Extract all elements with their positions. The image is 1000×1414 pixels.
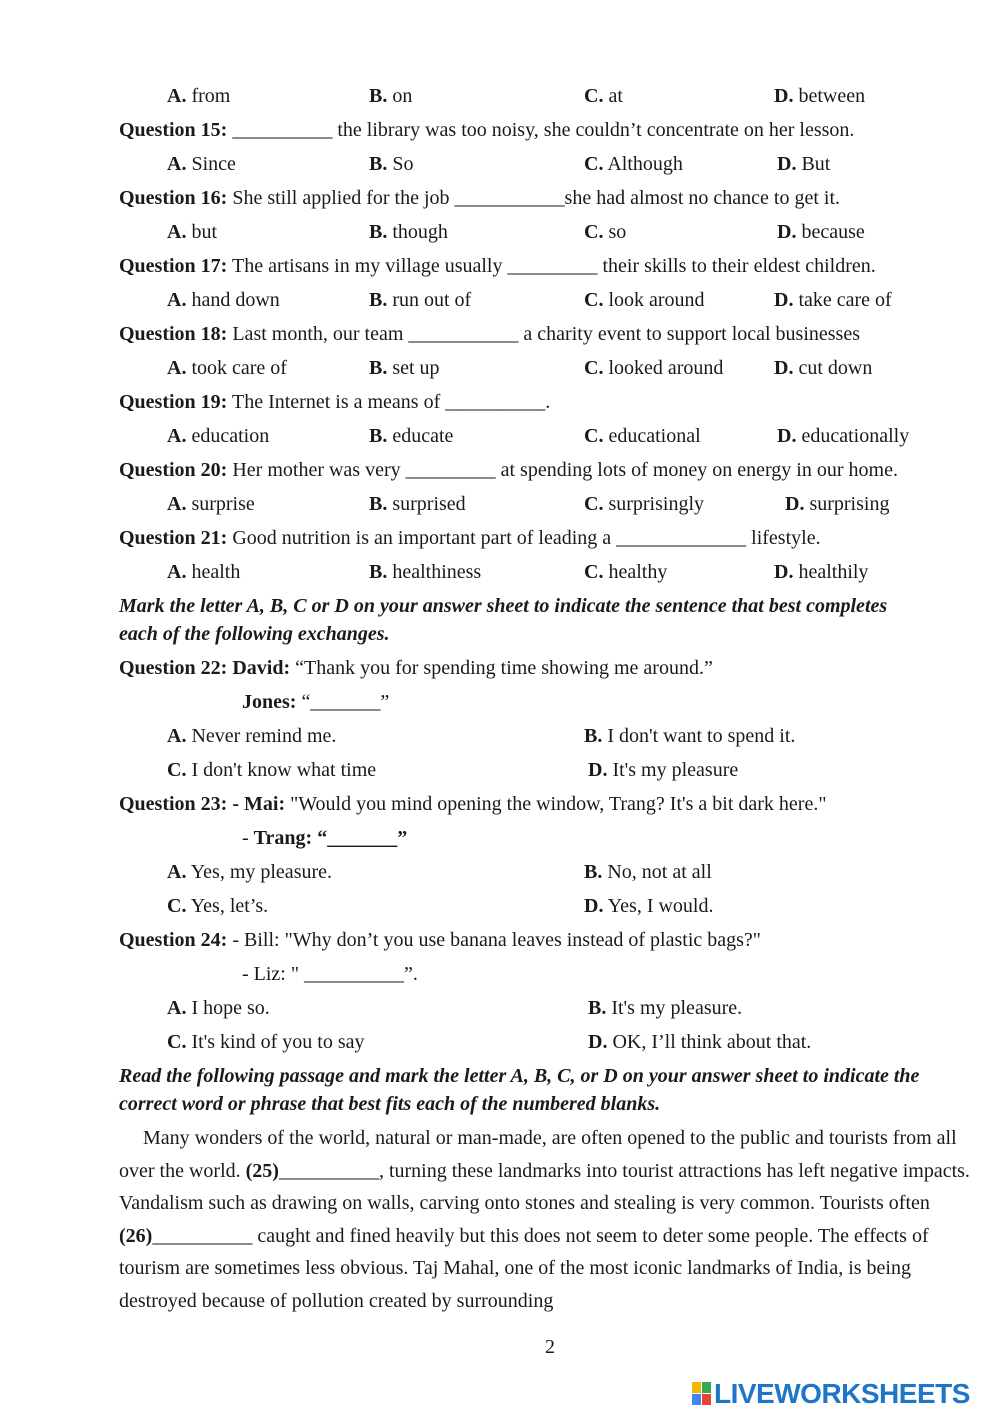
q19-option-c[interactable]: C. educational [584,425,701,447]
q21-stem: Question 21: Good nutrition is an important part of leading a _____________ lifestyle. [119,527,821,549]
blank-25-number: (25) [245,1159,279,1182]
q16-option-b[interactable]: B. though [369,221,448,243]
q22-option-d[interactable]: D. It's my pleasure [588,759,739,781]
q23-option-a[interactable]: A. Yes, my pleasure. [167,861,333,883]
q14-option-c[interactable]: C. at [584,85,623,107]
page-number: 2 [545,1336,555,1358]
q15-option-c[interactable]: C. Although [584,153,683,175]
q18-stem: Question 18: Last month, our team ___________ a charity event to support local businesses [119,323,860,345]
q18-option-a[interactable]: A. took care of [167,357,287,379]
q20-option-a[interactable]: A. surprise [167,493,255,515]
q21-option-d[interactable]: D. healthily [774,561,869,583]
liveworksheets-logo-icon [692,1382,712,1406]
q19-option-b[interactable]: B. educate [369,425,454,447]
q14-option-d[interactable]: D. between [774,85,866,107]
q22-stem: Question 22: David: “Thank you for spending time showing me around.” [119,657,713,679]
q24-option-a[interactable]: A. I hope so. [167,997,270,1019]
q17-option-d[interactable]: D. take care of [774,289,892,311]
q22-response: Jones: “_______” [242,691,390,713]
q19-option-a[interactable]: A. education [167,425,270,447]
instruction-passage-line1: Read the following passage and mark the letter A, B, C, or D on your answer sheet to indicate the [119,1065,920,1087]
q18-option-d[interactable]: D. cut down [774,357,873,379]
q22-option-b[interactable]: B. I don't want to spend it. [584,725,796,747]
q16-option-a[interactable]: A. but [167,221,218,243]
q15-option-a[interactable]: A. Since [167,153,236,175]
q16-option-d[interactable]: D. because [777,221,865,243]
instruction-passage-line2: correct word or phrase that best fits each of the numbered blanks. [119,1093,661,1115]
q17-option-b[interactable]: B. run out of [369,289,472,311]
q17-option-a[interactable]: A. hand down [167,289,280,311]
q17-option-c[interactable]: C. look around [584,289,705,311]
q15-stem: Question 15: __________ the library was too noisy, she couldn’t concentrate on her lesson. [119,119,855,141]
q24-option-d[interactable]: D. OK, I’ll think about that. [588,1031,812,1053]
q17-stem: Question 17: The artisans in my village usually _________ their skills to their eldest children. [119,255,876,277]
q21-option-a[interactable]: A. health [167,561,241,583]
q24-stem: Question 24: - Bill: "Why don’t you use banana leaves instead of plastic bags?" [119,929,761,951]
q21-option-b[interactable]: B. healthiness [369,561,482,583]
blank-26-number: (26) [119,1224,153,1247]
q18-option-b[interactable]: B. set up [369,357,440,379]
q23-option-c[interactable]: C. Yes, let’s. [167,895,269,917]
q22-option-a[interactable]: A. Never remind me. [167,725,337,747]
q23-response: - Trang: “_______” [242,827,408,849]
q20-option-b[interactable]: B. surprised [369,493,466,515]
q20-option-d[interactable]: D. surprising [785,493,890,515]
q19-option-d[interactable]: D. educationally [777,425,910,447]
q23-stem: Question 23: - Mai: "Would you mind opening the window, Trang? It's a bit dark here." [119,793,827,815]
q15-option-d[interactable]: D. But [777,153,831,175]
reading-passage: Many wonders of the world, natural or man-made, are often opened to the public and tourists from all over the world. (25)__________, turning these landmarks into tourist attractions has left negative impacts. Vandalism such as drawing on walls, carving onto stones and stealing is very common. Tourists often (26)__________ caught and fined heavily but this does not seem to deter some people. The effects of tourism are sometimes less obvious. Taj Mahal, one of the most iconic landmarks of India, is being destroyed because of pollution created by surrounding [119,1127,970,1312]
q19-stem: Question 19: The Internet is a means of __________. [119,391,551,413]
brand-name: LIVEWORKSHEETS [714,1378,970,1409]
q24-option-c[interactable]: C. It's kind of you to say [167,1031,365,1053]
instruction-exchanges-line2: each of the following exchanges. [119,623,390,645]
q24-option-b[interactable]: B. It's my pleasure. [588,997,743,1019]
q20-stem: Question 20: Her mother was very _________ at spending lots of money on energy in our home. [119,459,898,481]
q15-option-b[interactable]: B. So [369,153,414,175]
q18-option-c[interactable]: C. looked around [584,357,724,379]
instruction-exchanges-line1: Mark the letter A, B, C or D on your answer sheet to indicate the sentence that best completes [119,595,888,617]
q21-option-c[interactable]: C. healthy [584,561,668,583]
q24-response: - Liz: " __________”. [242,963,418,985]
q20-option-c[interactable]: C. surprisingly [584,493,705,515]
q16-option-c[interactable]: C. so [584,221,627,243]
q16-stem: Question 16: She still applied for the job ___________she had almost no chance to get it. [119,187,841,209]
q23-option-b[interactable]: B. No, not at all [584,861,712,883]
q14-option-a[interactable]: A. from [167,85,231,107]
q14-option-b[interactable]: B. on [369,85,413,107]
q22-option-c[interactable]: C. I don't know what time [167,759,377,781]
liveworksheets-logo[interactable] [692,1378,970,1410]
q23-option-d[interactable]: D. Yes, I would. [584,895,714,917]
